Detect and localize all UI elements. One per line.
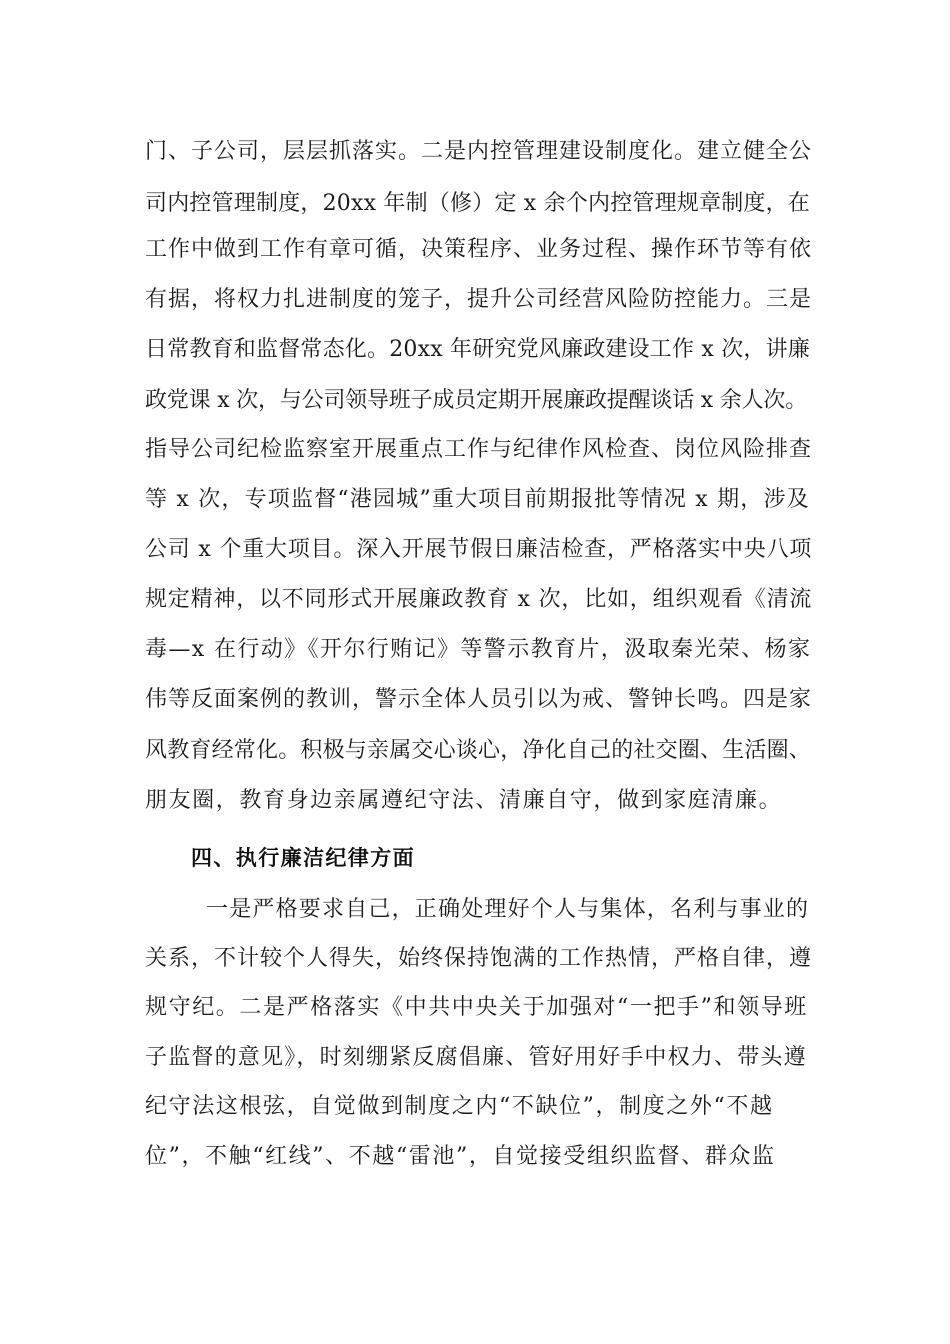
- body-text-line: 有据，将权力扎进制度的笼子，提升公司经营风险防控能力。三是: [145, 287, 813, 312]
- body-text-line: 司内控管理制度，20xx 年制（修）定 x 余个内控管理规章制度，在: [145, 191, 810, 216]
- body-text-line: 规定精神，以不同形式开展廉政教育 x 次，比如，组织观看《清流: [145, 587, 813, 612]
- body-text-line: 朋友圈，教育身边亲属遵纪守法、清廉自守，做到家庭清廉。: [145, 788, 783, 813]
- body-text-line: 日常教育和监督常态化。20xx 年研究党风廉政建设工作 x 次，讲廉: [145, 337, 810, 362]
- body-text-line: 纪守法这根弦，自觉做到制度之内“不缺位”，制度之外“不越: [145, 1094, 774, 1119]
- body-text-line: 门、子公司，层层抓落实。二是内控管理建设制度化。建立健全公: [145, 139, 813, 164]
- body-text-line: 伟等反面案例的教训，警示全体人员引以为戒、警钟长鸣。四是家: [145, 687, 813, 712]
- body-text-line: 一是严格要求自己，正确处理好个人与集体，名利与事业的: [206, 897, 810, 922]
- body-text-line: 位”，不触“红线”、不越“雷池”，自觉接受组织监督、群众监: [145, 1144, 776, 1169]
- section-heading: 四、执行廉洁纪律方面: [191, 846, 415, 870]
- body-text-line: 等 x 次，专项监督“港园城”重大项目前期报批等情况 x 期，涉及: [145, 487, 810, 512]
- body-text-line: 政党课 x 次，与公司领导班子成员定期开展廉政提醒谈话 x 余人次。: [145, 388, 807, 413]
- body-text-line: 风教育经常化。积极与亲属交心谈心，净化自己的社交圈、生活圈、: [145, 738, 812, 763]
- body-text-line: 子监督的意见》，时刻绷紧反腐倡廉、管好用好手中权力、带头遵: [145, 1045, 807, 1070]
- body-text-line: 关系，不计较个人得失，始终保持饱满的工作热情，严格自律，遵: [145, 946, 813, 971]
- body-text-line: 毒—x 在行动》《开尔行贿记》等警示教育片，汲取秦光荣、杨家: [145, 637, 812, 662]
- body-text-line: 工作中做到工作有章可循，决策程序、业务过程、操作环节等有依: [145, 237, 813, 262]
- body-text-line: 指导公司纪检监察室开展重点工作与纪律作风检查、岗位风险排查: [145, 437, 813, 462]
- body-text-line: 公司 x 个重大项目。深入开展节假日廉洁检查，严格落实中央八项: [145, 537, 813, 562]
- body-text-line: 规守纪。二是严格落实《中共中央关于加强对“一把手”和领导班: [145, 995, 808, 1020]
